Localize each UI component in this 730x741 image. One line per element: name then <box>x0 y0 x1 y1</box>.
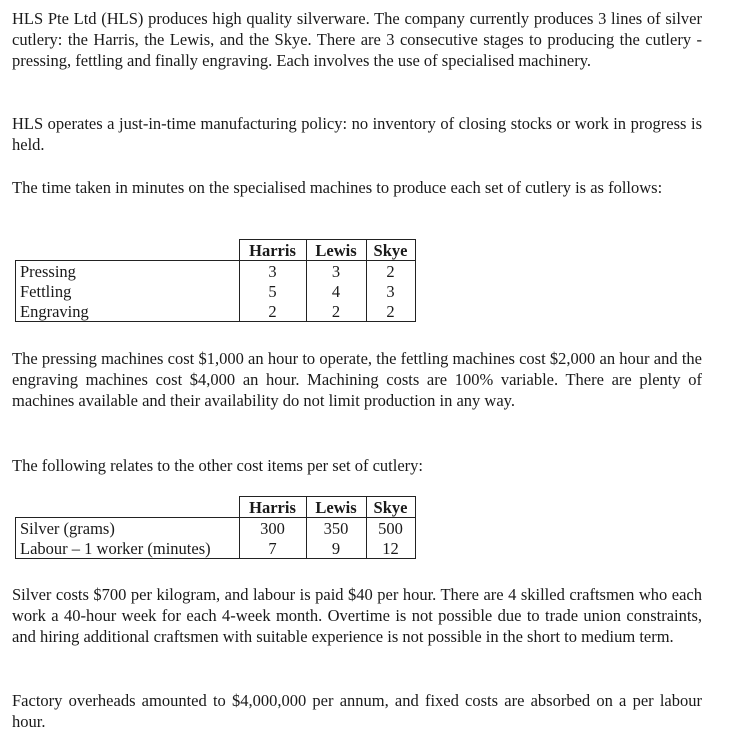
cell: 12 <box>366 538 415 559</box>
table-header-row <box>16 240 416 261</box>
cell: 7 <box>239 538 306 559</box>
row-label: Silver (grams) <box>16 518 240 539</box>
cell: 500 <box>366 518 415 539</box>
cell: 3 <box>306 261 366 282</box>
col-harris: Harris <box>239 240 306 261</box>
jit-paragraph: HLS operates a just-in-time manufacturing policy: no inventory of closing stocks or work in progress is held. <box>12 114 702 154</box>
cell: 5 <box>239 281 306 301</box>
machine-time-intro: The time taken in minutes on the specialised machines to produce each set of cutlery is as follows: <box>12 178 663 197</box>
table-row <box>16 301 416 322</box>
row-label: Engraving <box>16 301 240 322</box>
row-label: Pressing <box>16 261 240 282</box>
cell: 9 <box>306 538 366 559</box>
cell: 2 <box>306 301 366 322</box>
row-label: Fettling <box>16 281 240 301</box>
cell: 350 <box>306 518 366 539</box>
cell: 2 <box>366 261 415 282</box>
col-harris: Harris <box>239 497 306 518</box>
table-header-row <box>16 497 416 518</box>
col-skye: Skye <box>366 240 415 261</box>
cell: 3 <box>366 281 415 301</box>
row-label: Labour – 1 worker (minutes) <box>16 538 240 559</box>
intro-paragraph: HLS Pte Ltd (HLS) produces high quality silverware. The company currently produces 3 lines of silver cutlery: the Harris, the Lewis, and the Skye. There are 3 consecutive stages to producing the cutlery - pressing, fettling and finally engraving. Each involves the use of specialised machinery. <box>12 9 702 70</box>
cell: 2 <box>366 301 415 322</box>
machine-cost-paragraph: The pressing machines cost $1,000 an hour to operate, the fettling machines cost $2,000 an hour and the engraving machines cost $4,000 an hour. Machining costs are 100% variable. There are plenty of machines available and their availability do not limit production in any way. <box>12 349 702 410</box>
silver-labour-paragraph: Silver costs $700 per kilogram, and labour is paid $40 per hour. There are 4 skilled craftsmen who each work a 40-hour week for each 4-week month. Overtime is not possible due to trade union constraints, and hiring additional craftsmen with suitable experience is not possible in the short to medium term. <box>12 585 702 646</box>
other-costs-table <box>15 496 416 559</box>
cell: 4 <box>306 281 366 301</box>
col-lewis: Lewis <box>306 240 366 261</box>
table-row <box>16 261 416 282</box>
table-row <box>16 518 416 539</box>
table-corner <box>16 240 240 261</box>
table-row <box>16 281 416 301</box>
cell: 2 <box>239 301 306 322</box>
col-lewis: Lewis <box>306 497 366 518</box>
col-skye: Skye <box>366 497 415 518</box>
cell: 3 <box>239 261 306 282</box>
table-row <box>16 538 416 559</box>
other-costs-intro: The following relates to the other cost items per set of cutlery: <box>12 456 424 475</box>
overheads-paragraph: Factory overheads amounted to $4,000,000 per annum, and fixed costs are absorbed on a per labour hour. <box>12 691 702 731</box>
cell: 300 <box>239 518 306 539</box>
table-corner <box>16 497 240 518</box>
machine-time-table <box>15 239 416 322</box>
